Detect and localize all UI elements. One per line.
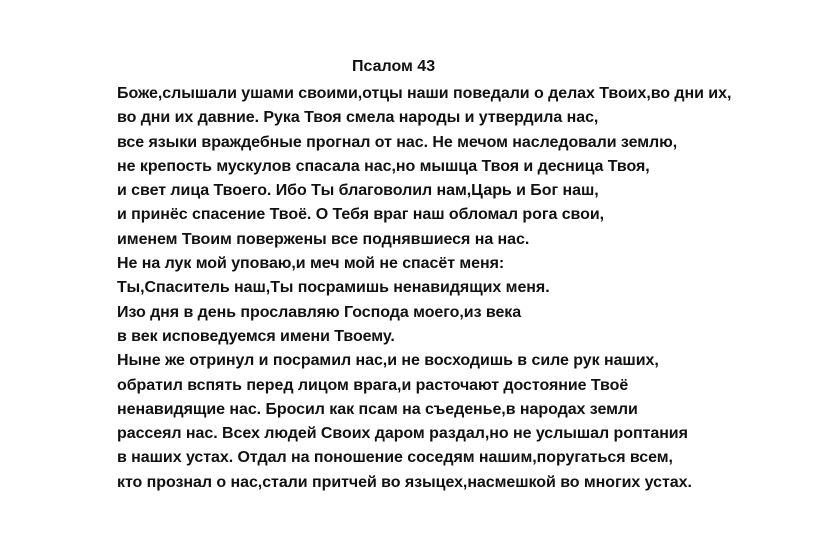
text-line: и принёс спасение Твоё. О Тебя враг наш обломал рога свои,	[117, 206, 605, 224]
text-line: рассеял нас. Всех людей Своих даром раздал,но не услышал роптания	[117, 425, 688, 443]
text-line: Не на лук мой уповаю,и меч мой не спасёт меня:	[117, 255, 505, 273]
text-line: в наших устах. Отдал на поношение соседям нашим,поругаться всем,	[117, 449, 673, 467]
text-line: обратил вспять перед лицом врага,и расточают достояние Твоё	[117, 376, 629, 394]
text-line: кто прознал о нас,стали притчей во языцех,насмешкой во многих устах.	[117, 473, 692, 491]
psalm-title: Псалом 43	[352, 58, 436, 75]
text-line: Боже,слышали ушами своими,отцы наши поведали о делах Твоих,во дни их,	[117, 85, 732, 102]
text-line: и свет лица Твоего. Ибо Ты благоволил нам,Царь и Бог наш,	[117, 182, 599, 200]
text-line: не крепость мускулов спасала нас,но мышца Твоя и десница Твоя,	[117, 157, 650, 175]
text-line: ненавидящие нас. Бросил как псам на съеденье,в народах земли	[117, 400, 638, 418]
text-line: Ты,Спаситель наш,Ты посрамишь ненавидящих меня.	[117, 279, 550, 297]
text-line: Ныне же отринул и посрамил нас,и не восходишь в силе рук наших,	[117, 352, 659, 370]
text-line: во дни их давние. Рука Твоя смела народы и утвердила нас,	[117, 109, 599, 127]
text-line: все языки враждебные прогнал от нас. Не мечом наследовали землю,	[117, 133, 678, 151]
text-line: в век исповедуемся имени Твоему.	[117, 327, 395, 345]
text-line: Изо дня в день прославляю Господа моего,из века	[117, 303, 522, 321]
text-line: именем Твоим повержены все поднявшиеся на нас.	[117, 230, 530, 248]
psalm-text	[117, 82, 731, 495]
